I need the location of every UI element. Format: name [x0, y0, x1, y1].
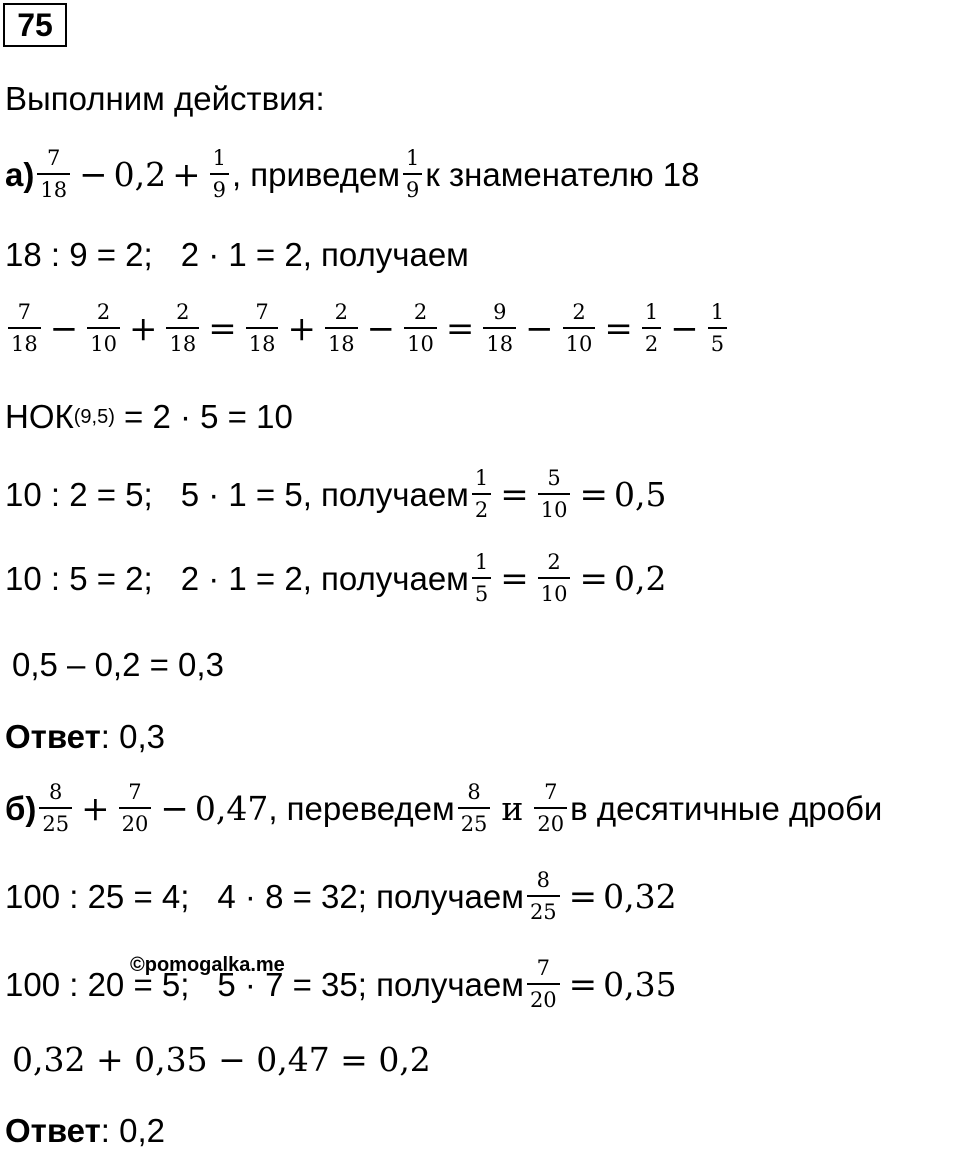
text-segment: , переведем: [268, 789, 455, 827]
numerator: 1: [474, 550, 489, 574]
math-operator: −: [670, 308, 699, 349]
numerator: 7: [47, 146, 61, 170]
fraction-bar: [527, 895, 560, 897]
fraction-bar: [119, 807, 152, 809]
fraction: [166, 302, 199, 355]
part-b-label: б): [5, 789, 37, 827]
fraction: [527, 958, 560, 1011]
text-segment: 0,2: [113, 155, 167, 194]
text-segment: 0,32 + 0,35 − 0,47 = 0,2: [12, 1040, 431, 1079]
numerator: 7: [255, 300, 269, 324]
denominator: 10: [90, 332, 117, 356]
numerator: 1: [710, 300, 725, 324]
numerator: 2: [413, 300, 428, 324]
math-operator: +: [287, 308, 316, 349]
part-a-step-3: [5, 552, 666, 605]
math-operator: −: [79, 154, 108, 195]
fraction: [404, 302, 437, 355]
text-segment: : 0,3: [100, 718, 165, 755]
math-operator: =: [604, 308, 633, 349]
fraction-bar: [403, 173, 422, 175]
denominator: 20: [537, 812, 565, 836]
denominator: 10: [540, 582, 568, 606]
text-segment: = 2 · 5 = 10: [114, 398, 293, 435]
fraction: [403, 148, 422, 201]
numerator: 7: [128, 780, 142, 804]
denominator: 20: [529, 988, 557, 1012]
fraction-bar: [472, 577, 491, 579]
math-operator: =: [500, 558, 529, 599]
fraction-bar: [37, 173, 70, 175]
math-operator: +: [172, 154, 201, 195]
math-operator: =: [500, 474, 529, 515]
numerator: 8: [536, 868, 550, 892]
text-segment: и: [501, 789, 524, 828]
denominator: 2: [644, 332, 659, 356]
fraction: [534, 782, 567, 835]
intro-text: [5, 80, 325, 118]
part-a-expression: [5, 148, 699, 201]
denominator: 18: [486, 332, 514, 356]
denominator: 10: [540, 498, 568, 522]
denominator: 9: [212, 178, 226, 202]
text-segment: к знаменателю 18: [425, 155, 700, 193]
denominator: 10: [407, 332, 434, 356]
text-segment: 0,5 – 0,2 = 0,3: [12, 646, 224, 683]
math-operator: −: [366, 308, 396, 349]
part-b-step-2: [5, 958, 677, 1011]
fraction: [119, 782, 152, 835]
text-segment: в десятичные дроби: [570, 789, 883, 827]
text-segment: 2 · 1 = 2, получаем: [180, 559, 469, 597]
part-a-step-1: [5, 236, 469, 274]
math-operator: −: [49, 308, 79, 349]
fraction: [483, 302, 516, 355]
fraction: [538, 552, 571, 605]
math-operator: +: [81, 788, 110, 829]
denominator: 9: [406, 178, 420, 202]
fraction-bar: [210, 173, 229, 175]
text-segment: 0,5: [613, 475, 667, 514]
fraction-bar: [538, 493, 571, 495]
text-segment: 10 : 2 = 5;: [5, 475, 153, 513]
fraction-bar: [708, 327, 727, 329]
numerator: 5: [547, 466, 561, 490]
part-a-answer: [5, 718, 165, 756]
numerator: 2: [334, 300, 348, 324]
fraction: [538, 468, 571, 521]
math-operator: =: [208, 308, 237, 349]
fraction: [39, 782, 72, 835]
text-segment: 4 · 8 = 32; получаем: [217, 877, 524, 915]
math-operator: =: [568, 964, 598, 1005]
numerator: 2: [96, 300, 111, 324]
denominator: 10: [565, 332, 593, 356]
numerator: 8: [467, 780, 481, 804]
text-segment: Ответ: [5, 718, 101, 755]
fraction-bar: [642, 327, 661, 329]
fraction-bar: [404, 327, 437, 329]
fraction: [472, 468, 491, 521]
numerator: 8: [49, 780, 63, 804]
part-a-chain: [5, 302, 730, 355]
text-segment: 0,47: [194, 789, 269, 828]
fraction: [527, 870, 560, 923]
numerator: 2: [176, 300, 190, 324]
fraction: [87, 302, 120, 355]
fraction-bar: [325, 327, 358, 329]
denominator: 25: [460, 812, 488, 836]
text-segment: 100 : 25 = 4;: [5, 877, 190, 915]
watermark: ©pomogalka.me: [130, 954, 285, 976]
numerator: 1: [474, 466, 489, 490]
numerator: 1: [406, 146, 420, 170]
fraction-bar: [39, 807, 72, 809]
denominator: 20: [121, 812, 149, 836]
math-operator: −: [525, 308, 554, 349]
denominator: 5: [710, 332, 725, 356]
fraction: [458, 782, 491, 835]
denominator: 2: [474, 498, 489, 522]
problem-number: 75: [3, 3, 67, 47]
fraction: [325, 302, 358, 355]
math-operator: =: [568, 876, 598, 917]
denominator: 18: [40, 178, 68, 202]
numerator: 7: [17, 300, 32, 324]
fraction-bar: [8, 327, 41, 329]
math-operator: =: [445, 308, 475, 349]
text-segment: 0,32: [603, 877, 677, 916]
denominator: 5: [474, 582, 489, 606]
text-segment: 0,2: [613, 559, 667, 598]
part-b-expression: [5, 782, 882, 835]
text-segment: 5 · 1 = 5, получаем: [180, 475, 469, 513]
text-segment: 0,35: [603, 965, 677, 1004]
part-a-step-2: [5, 468, 666, 521]
denominator: 18: [169, 332, 197, 356]
part-a-label: а): [5, 155, 35, 193]
text-segment: (9,5): [73, 405, 115, 428]
text-segment: 10 : 5 = 2;: [5, 559, 153, 597]
denominator: 18: [248, 332, 276, 356]
math-operator: =: [579, 558, 608, 599]
numerator: 2: [572, 300, 586, 324]
fraction: [246, 302, 279, 355]
fraction-bar: [458, 807, 491, 809]
part-b-answer: [5, 1112, 165, 1150]
numerator: 9: [493, 300, 507, 324]
denominator: 18: [327, 332, 355, 356]
numerator: 2: [547, 550, 561, 574]
math-operator: =: [579, 474, 608, 515]
text-segment: 5 · 7 = 35; получаем: [217, 965, 524, 1003]
fraction: [472, 552, 491, 605]
denominator: 25: [42, 812, 70, 836]
text-segment: 18 : 9 = 2;: [5, 236, 153, 273]
fraction-bar: [246, 327, 279, 329]
text-segment: НОК: [5, 398, 74, 435]
fraction: [563, 302, 596, 355]
numerator: 1: [644, 300, 659, 324]
fraction-bar: [527, 983, 560, 985]
fraction: [37, 148, 70, 201]
part-b-final: [12, 1040, 431, 1079]
numerator: 7: [544, 780, 558, 804]
numerator: 1: [212, 146, 226, 170]
fraction-bar: [563, 327, 596, 329]
text-segment: 100 : 20 = 5;: [5, 965, 190, 1003]
fraction: [642, 302, 661, 355]
fraction-bar: [472, 493, 491, 495]
fraction-bar: [483, 327, 516, 329]
fraction-bar: [534, 807, 567, 809]
denominator: 25: [529, 900, 557, 924]
fraction-bar: [166, 327, 199, 329]
fraction-bar: [538, 577, 571, 579]
math-operator: +: [128, 308, 158, 349]
fraction: [8, 302, 41, 355]
part-b-step-1: [5, 870, 677, 923]
fraction: [210, 148, 229, 201]
text-segment: Ответ: [5, 1112, 101, 1149]
numerator: 7: [536, 956, 550, 980]
fraction: [708, 302, 727, 355]
part-a-nok: [5, 398, 293, 436]
math-operator: −: [160, 788, 189, 829]
part-a-final: [12, 646, 224, 684]
text-segment: : 0,2: [100, 1112, 165, 1149]
intro-label: Выполним действия:: [5, 80, 325, 117]
text-segment: 2 · 1 = 2, получаем: [180, 236, 469, 273]
fraction-bar: [87, 327, 120, 329]
denominator: 18: [11, 332, 38, 356]
text-segment: , приведем: [231, 155, 401, 193]
